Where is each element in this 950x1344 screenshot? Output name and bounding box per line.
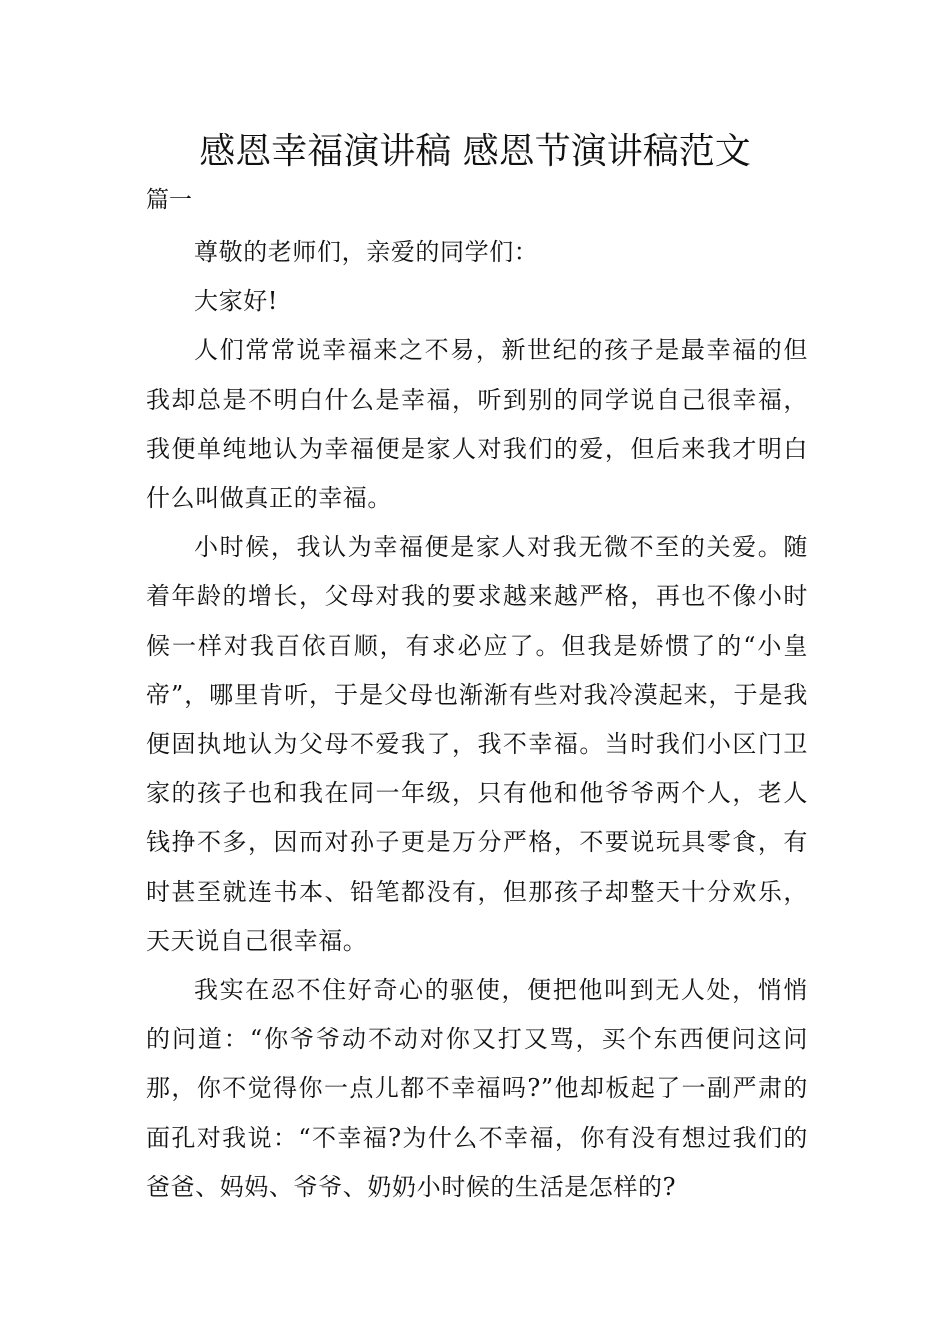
paragraph-3: 我实在忍不住好奇心的驱使，便把他叫到无人处，悄悄的问道：“你爷爷动不动对你又打又骂，买个东西便问这问那，你不觉得你一点儿都不幸福吗?”他却板起了一副严肃的面孔对我说：“不幸福?为什么不幸福，你有没有想过我们的爸爸、妈妈、爷爷、奶奶小时候的生活是怎样的? xyxy=(146,976,808,1201)
paragraph-salutation: 尊敬的老师们，亲爱的同学们： xyxy=(194,238,539,266)
document-title: 感恩幸福演讲稿 感恩节演讲稿范文 xyxy=(199,131,751,172)
paragraph-1: 人们常常说幸福来之不易，新世纪的孩子是最幸福的但我却总是不明白什么是幸福，听到别的同学说自己很幸福，我便单纯地认为幸福便是家人对我们的爱，但后来我才明白什么叫做真正的幸福。 xyxy=(146,336,808,513)
section-label: 篇一 xyxy=(146,187,192,213)
paragraph-greeting: 大家好! xyxy=(194,287,279,316)
paragraph-2: 小时候，我认为幸福便是家人对我无微不至的关爱。随着年龄的增长，父母对我的要求越来越严格，再也不像小时候一样对我百依百顺，有求必应了。但我是娇惯了的“小皇帝”，哪里肯听，于是父母也渐渐有些对我冷漠起来，于是我便固执地认为父母不爱我了，我不幸福。当时我们小区门卫家的孩子也和我在同一年级，只有他和他爷爷两个人，老人钱挣不多，因而对孙子更是万分严格，不要说玩具零食，有时甚至就连书本、铅笔都没有，但那孩子却整天十分欢乐，天天说自己很幸福。 xyxy=(146,533,808,955)
document-body xyxy=(146,228,808,1212)
